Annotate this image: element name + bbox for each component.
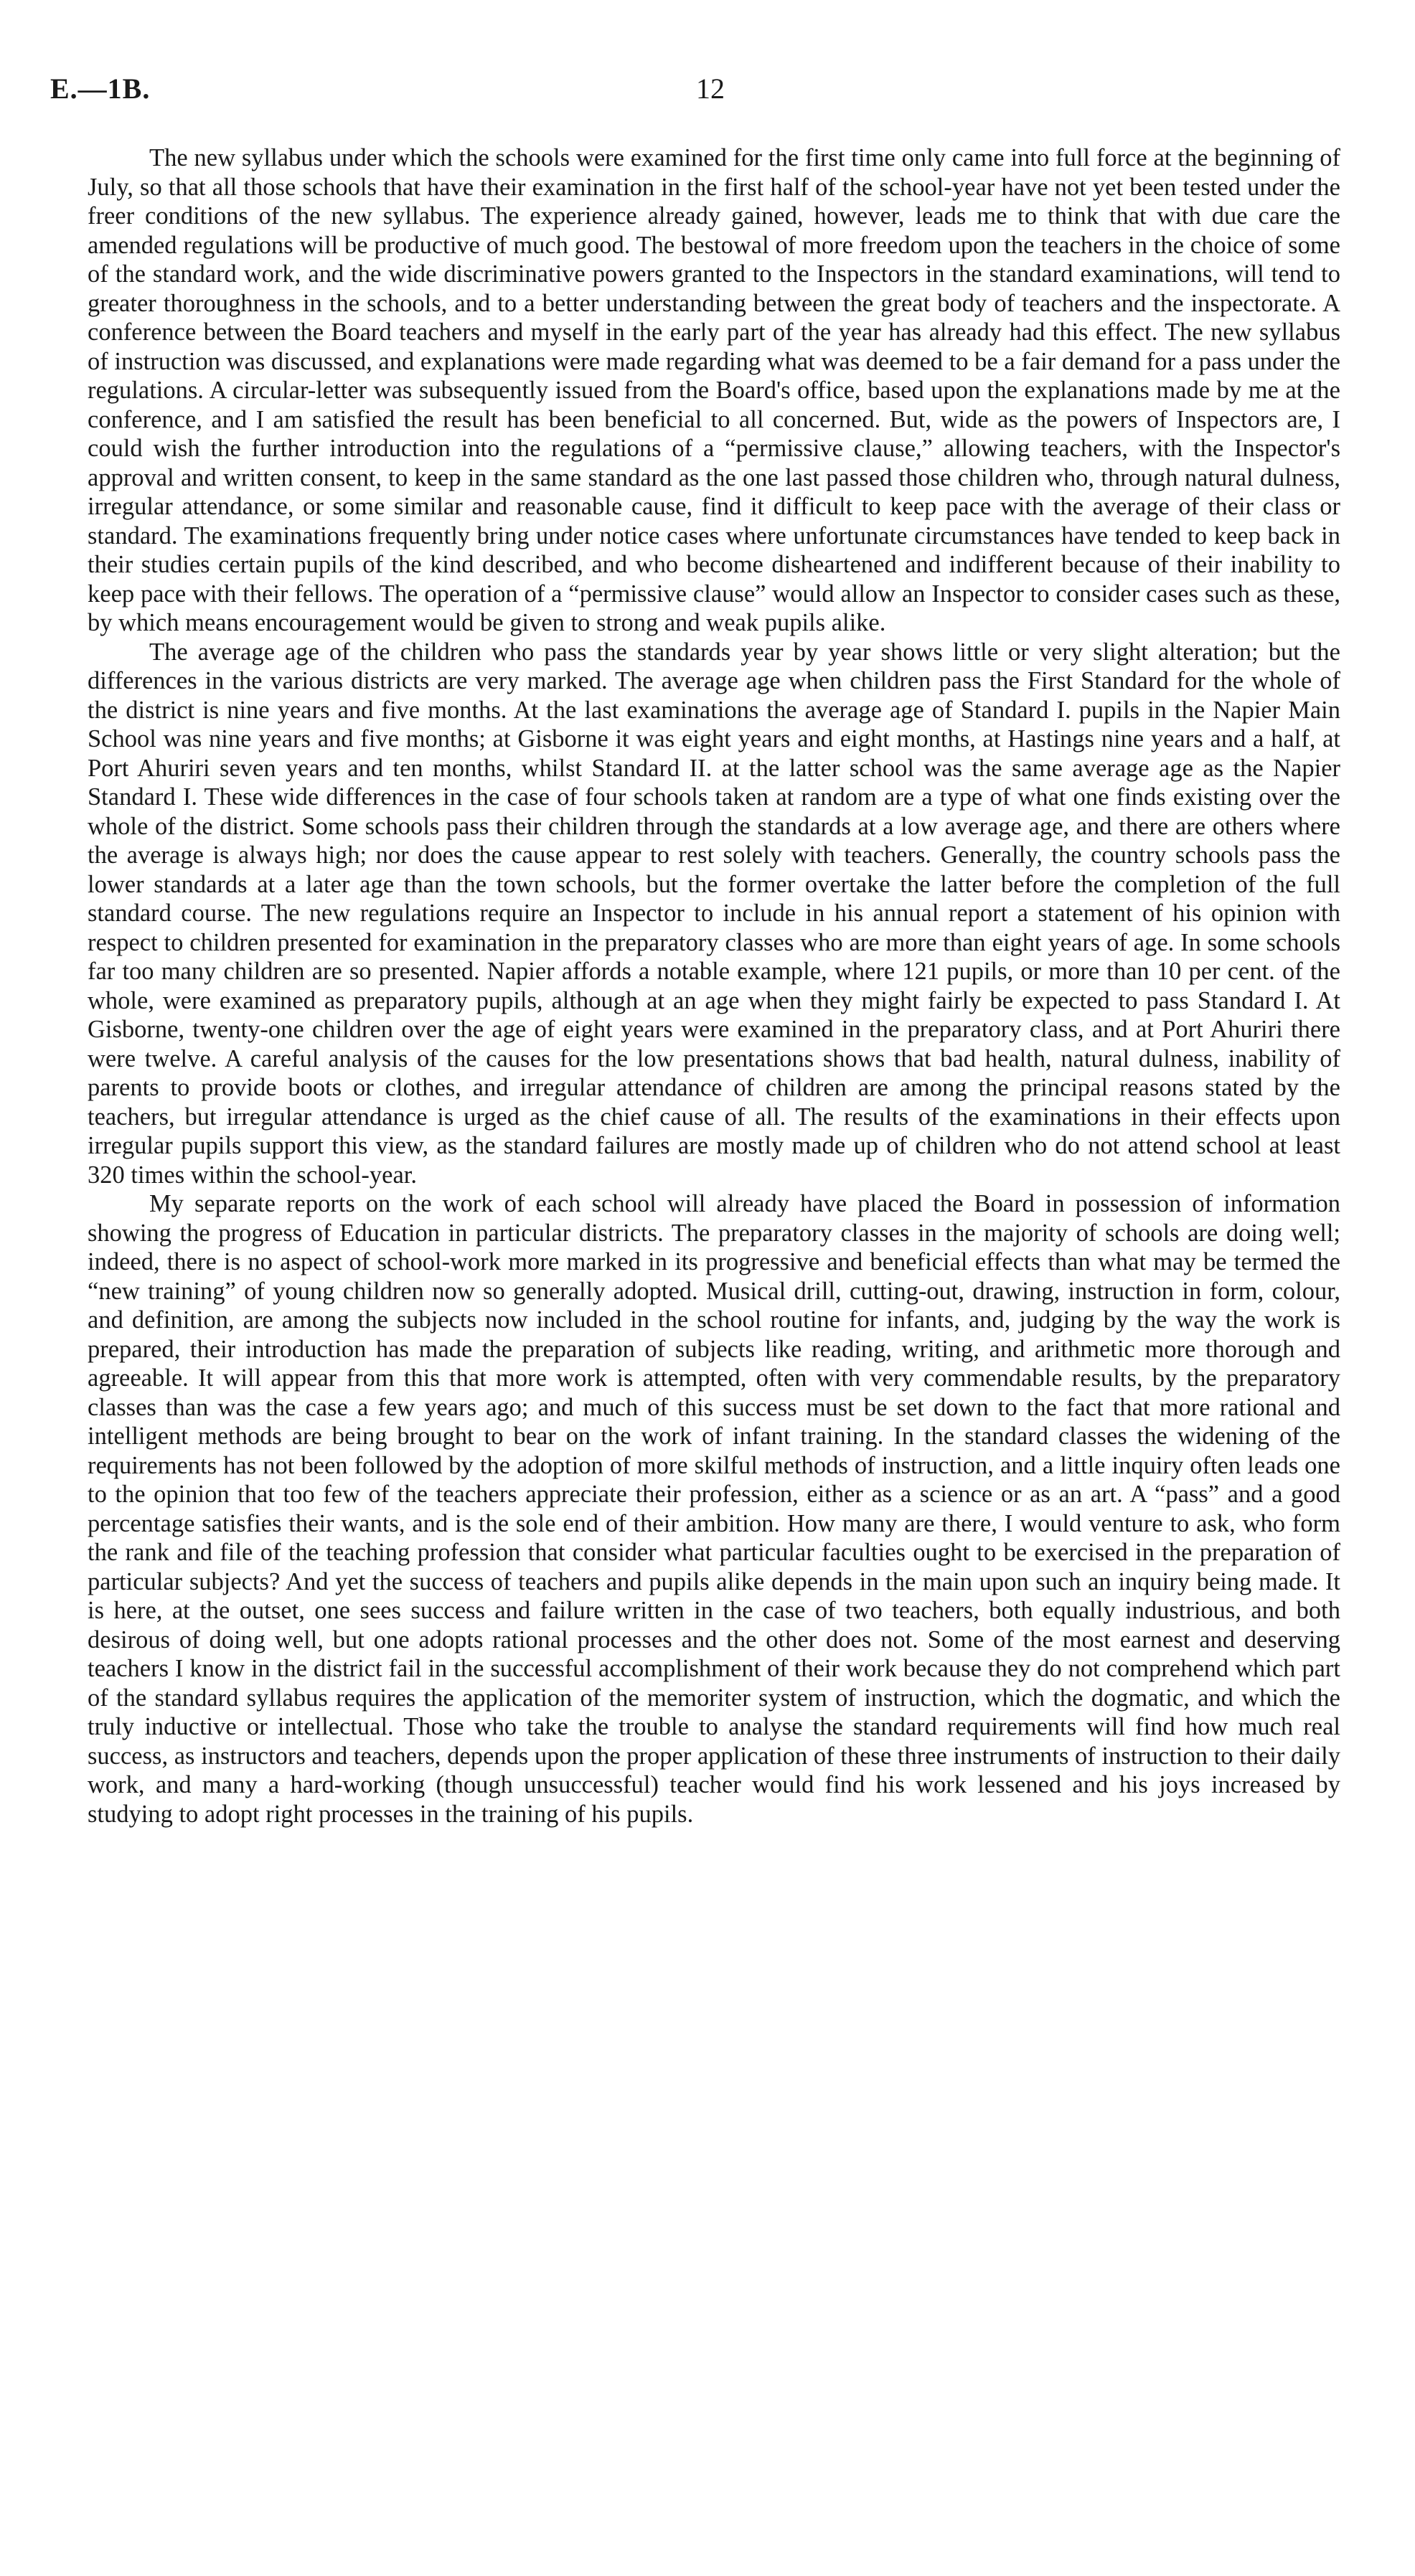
page-header bbox=[50, 72, 1365, 115]
paragraph-average-age: The average age of the children who pass the standards year by year shows little or very slight alteration; but the differences in the various districts are very marked. The average age when children pass the First Standard for the whole of the district is nine years and five months. At the last examinations the average age of Standard I. pupils in the Napier Main School was nine years and five months; at Gisborne it was eight years and eight months, at Hastings nine years and a half, at Port Ahuriri seven years and ten months, whilst Standard II. at the latter school was the same average age as the Napier Standard I. These wide differences in the case of four schools taken at random are a type of what one finds existing over the whole of the district. Some schools pass their children through the standards at a low average age, and there are others where the average is always high; nor does the cause appear to rest solely with teachers. Generally, the country schools pass the lower standards at a later age than the town schools, but the former overtake the latter before the completion of the full standard course. The new regulations require an Inspector to include in his annual report a statement of his opinion with respect to children presented for examination in the preparatory classes who are more than eight years of age. In some schools far too many children are so presented. Napier affords a notable example, where 121 pupils, or more than 10 per cent. of the whole, were examined as preparatory pupils, although at an age when they might fairly be expected to pass Standard I. At Gisborne, twenty-one children over the age of eight years were examined in the preparatory class, and at Port Ahuriri there were twelve. A careful analysis of the causes for the low presentations shows that bad health, natural dulness, inability of parents to provide boots or clothes, and irregular attendance of children are among the principal reasons stated by the teachers, but irregular attendance is urged as the chief cause of all. The results of the examinations in their effects upon irregular pupils support this view, as the standard failures are mostly made up of children who do not attend school at least 320 times within the school-year. bbox=[88, 638, 1340, 1189]
page-number: 12 bbox=[696, 72, 725, 105]
document-reference: E.—1B. bbox=[50, 72, 151, 105]
paragraph-syllabus: The new syllabus under which the schools were examined for the first time only came into full force at the beginning of July, so that all those schools that have their examination in the first half of the school-year have not yet been tested under the freer conditions of the new syllabus. The experience already gained, however, leads me to think that with due care the amended regulations will be productive of much good. The bestowal of more freedom upon the teachers in the choice of some of the standard work, and the wide discriminative powers granted to the Inspectors in the standard examinations, will tend to greater thoroughness in the schools, and to a better understanding between the great body of teachers and the inspectorate. A conference between the Board teachers and myself in the early part of the year has already had this effect. The new syllabus of instruction was discussed, and explanations were made regarding what was deemed to be a fair demand for a pass under the regulations. A circular-letter was subsequently issued from the Board's office, based upon the explanations made by me at the conference, and I am satisfied the result has been beneficial to all concerned. But, wide as the powers of Inspectors are, I could wish the further introduction into the regulations of a “permissive clause,” allowing teachers, with the Inspector's approval and written consent, to keep in the same standard as the one last passed those children who, through natural dulness, irregular attendance, or some similar and reasonable cause, find it difficult to keep pace with the average of their class or standard. The examinations frequently bring under notice cases where unfortunate circumstances have tended to keep back in their studies certain pupils of the kind described, and who become disheartened and indifferent because of their inability to keep pace with their fellows. The operation of a “permissive clause” would allow an Inspector to consider cases such as these, by which means encouragement would be given to strong and weak pupils alike. bbox=[88, 144, 1340, 636]
paragraph-school-reports: My separate reports on the work of each school will already have placed the Board in possession of information showing the progress of Education in particular districts. The preparatory classes in the majority of schools are doing well; indeed, there is no aspect of school-work more marked in its progressive and beneficial effects than what may be termed the “new training” of young children now so generally adopted. Musical drill, cutting-out, drawing, instruction in form, colour, and definition, are among the subjects now included in the school routine for infants, and, judging by the way the work is prepared, their introduction has made the preparation of subjects like reading, writing, and arithmetic more thorough and agreeable. It will appear from this that more work is attempted, often with very commendable results, by the preparatory classes than was the case a few years ago; and much of this success must be set down to the fact that more rational and intelligent methods are being brought to bear on the work of infant training. In the standard classes the widening of the requirements has not been followed by the adoption of more skilful methods of instruction, and a little inquiry often leads one to the opinion that too few of the teachers appreciate their profession, either as a science or as an art. A “pass” and a good percentage satisfies their wants, and is the sole end of their ambition. How many are there, I would venture to ask, who form the rank and file of the teaching profession that consider what particular faculties ought to be exercised in the preparation of particular subjects? And yet the success of teachers and pupils alike depends in the main upon such an inquiry being made. It is here, at the outset, one sees success and failure written in the case of two teachers, both equally industrious, and both desirous of doing well, but one adopts rational processes and the other does not. Some of the most earnest and deserving teachers I know in the district fail in the successful accomplishment of their work because they do not comprehend which part of the standard syllabus requires the application of the memoriter system of instruction, which the dogmatic, and which the truly inductive or intellectual. Those who take the trouble to analyse the standard requirements will find how much real success, as instructors and teachers, depends upon the proper application of these three instruments of instruction to their daily work, and many a hard-working (though unsuccessful) teacher would find his work lessened and his joys increased by studying to adopt right processes in the training of his pupils. bbox=[88, 1190, 1340, 1828]
report-body bbox=[88, 143, 1340, 1829]
